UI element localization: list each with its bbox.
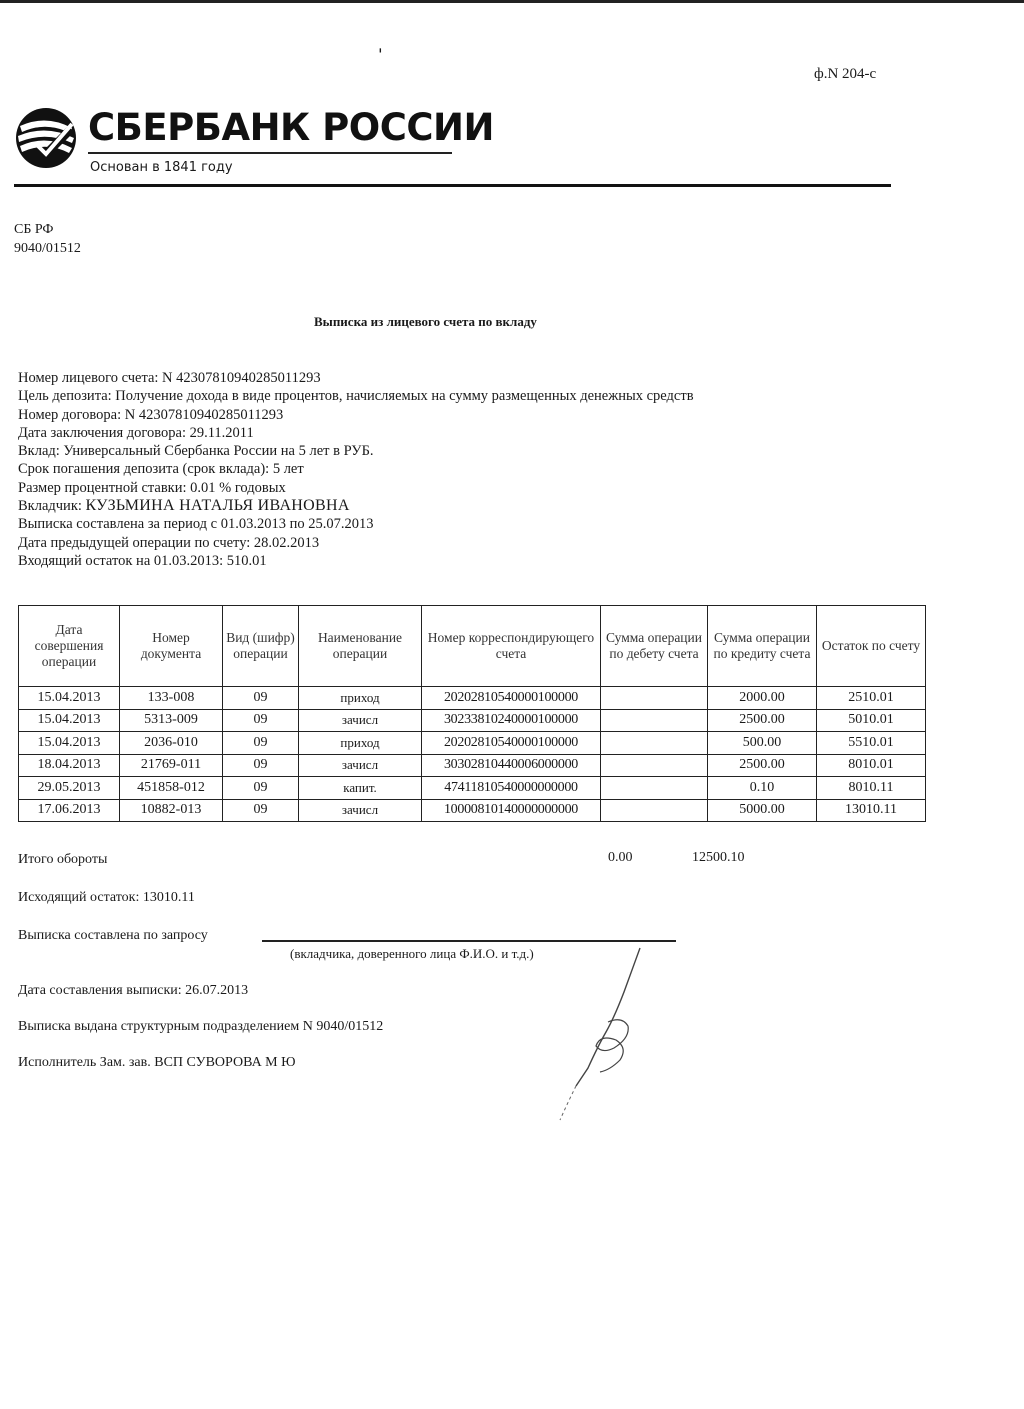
cell-debit (601, 687, 708, 710)
column-header-credit: Сумма операции по кредиту счета (708, 606, 817, 687)
cell-document: 21769-011 (120, 754, 223, 777)
column-header-date: Дата совершения операции (19, 606, 120, 687)
cell-credit: 2500.00 (708, 709, 817, 732)
opening-balance: Входящий остаток на 01.03.2013: 510.01 (18, 552, 267, 569)
contract-number: Номер договора: N 42307810940285011293 (18, 406, 284, 423)
account-number: Номер лицевого счета: N 42307810940285011293 (18, 370, 321, 386)
deposit-term: Срок погашения депозита (срок вклада): 5 лет (18, 461, 304, 478)
cell-debit (601, 732, 708, 755)
cell-document: 2036-010 (120, 732, 223, 755)
sberbank-logo-icon (14, 106, 78, 170)
cell-date: 15.04.2013 (19, 732, 120, 755)
bank-name: СБЕРБАНК РОССИИ (88, 106, 494, 149)
deposit-type: Вклад: Универсальный Сбербанка России на 5 лет в РУБ. (18, 443, 374, 460)
cell-date: 15.04.2013 (19, 687, 120, 710)
holder-name: КУЗЬМИНА НАТАЛЬЯ ИВАНОВНА (85, 497, 350, 515)
table-row (19, 732, 926, 755)
cell-credit: 0.10 (708, 777, 817, 800)
cell-corr-account: 20202810540000100000 (422, 687, 601, 710)
cell-debit (601, 754, 708, 777)
compile-date: Дата составления выписки: 26.07.2013 (18, 983, 249, 998)
cell-credit: 2500.00 (708, 754, 817, 777)
branch-line-1: СБ РФ (14, 222, 54, 237)
cell-corr-account: 30302810440006000000 (422, 754, 601, 777)
executor: Исполнитель Зам. зав. ВСП СУВОРОВА М Ю (18, 1055, 296, 1070)
cell-operation-name: приход (299, 732, 422, 755)
cell-operation-code: 09 (223, 687, 299, 710)
column-header-operation-code: Вид (шифр) операции (223, 606, 299, 687)
cell-credit: 5000.00 (708, 799, 817, 822)
totals-credit: 12500.10 (692, 850, 745, 865)
previous-operation-date: Дата предыдущей операции по счету: 28.02.2013 (18, 534, 320, 551)
column-header-balance: Остаток по счету (817, 606, 926, 687)
cell-corr-account: 10000810140000000000 (422, 799, 601, 822)
cell-operation-name: зачисл (299, 709, 422, 732)
cell-date: 18.04.2013 (19, 754, 120, 777)
table-row (19, 709, 926, 732)
cell-document: 5313-009 (120, 709, 223, 732)
form-code: ф.N 204-с (814, 66, 877, 82)
statement-period: Выписка составлена за период с 01.03.2013 по 25.07.2013 (18, 516, 374, 533)
margin-mark: ˈ (376, 44, 385, 73)
cell-corr-account: 20202810540000100000 (422, 732, 601, 755)
cell-balance: 13010.11 (817, 799, 926, 822)
account-holder (18, 497, 694, 515)
cell-debit (601, 799, 708, 822)
issued-by: Выписка выдана структурным подразделением N 9040/01512 (18, 1019, 384, 1034)
cell-balance: 5510.01 (817, 732, 926, 755)
cell-debit (601, 777, 708, 800)
cell-credit: 500.00 (708, 732, 817, 755)
cell-balance: 8010.01 (817, 754, 926, 777)
totals-debit: 0.00 (608, 850, 633, 865)
request-label: Выписка составлена по запросу (18, 928, 208, 943)
cell-document: 451858-012 (120, 777, 223, 800)
account-info (18, 369, 694, 570)
column-header-debit: Сумма операции по дебету счета (601, 606, 708, 687)
column-header-document: Номер документа (120, 606, 223, 687)
cell-operation-code: 09 (223, 777, 299, 800)
cell-debit (601, 709, 708, 732)
table-row (19, 799, 926, 822)
header-divider (14, 184, 891, 187)
cell-date: 29.05.2013 (19, 777, 120, 800)
cell-date: 15.04.2013 (19, 709, 120, 732)
column-header-operation-name: Наименование операции (299, 606, 422, 687)
totals-label: Итого обороты (18, 852, 108, 867)
cell-corr-account: 30233810240000100000 (422, 709, 601, 732)
interest-rate: Размер процентной ставки: 0.01 % годовых (18, 479, 286, 496)
cell-operation-code: 09 (223, 754, 299, 777)
table-row (19, 754, 926, 777)
table-row (19, 687, 926, 710)
deposit-purpose: Цель депозита: Получение дохода в виде процентов, начисляемых на сумму размещенных денежных средств (18, 388, 694, 405)
cell-document: 133-008 (120, 687, 223, 710)
cell-document: 10882-013 (120, 799, 223, 822)
page-top-edge (0, 0, 1024, 3)
closing-balance: Исходящий остаток: 13010.11 (18, 890, 195, 905)
cell-operation-code: 09 (223, 732, 299, 755)
cell-operation-name: капит. (299, 777, 422, 800)
cell-corr-account: 47411810540000000000 (422, 777, 601, 800)
column-header-corr-account: Номер корреспондирующего счета (422, 606, 601, 687)
cell-operation-name: зачисл (299, 799, 422, 822)
cell-date: 17.06.2013 (19, 799, 120, 822)
cell-balance: 2510.01 (817, 687, 926, 710)
cell-balance: 8010.11 (817, 777, 926, 800)
table-header-row (19, 606, 926, 687)
request-hint: (вкладчика, доверенного лица Ф.И.О. и т.д.) (290, 946, 534, 961)
bank-name-underline (88, 152, 452, 154)
cell-balance: 5010.01 (817, 709, 926, 732)
cell-operation-name: приход (299, 687, 422, 710)
cell-operation-code: 09 (223, 709, 299, 732)
signature-mark (540, 930, 660, 1130)
branch-line-2: 9040/01512 (14, 241, 81, 256)
cell-operation-code: 09 (223, 799, 299, 822)
bank-founded: Основан в 1841 году (90, 160, 233, 175)
operations-table (18, 605, 926, 822)
contract-date: Дата заключения договора: 29.11.2011 (18, 424, 254, 441)
table-row (19, 777, 926, 800)
cell-operation-name: зачисл (299, 754, 422, 777)
cell-credit: 2000.00 (708, 687, 817, 710)
holder-label: Вкладчик: (18, 498, 82, 515)
document-title: Выписка из лицевого счета по вкладу (314, 314, 537, 329)
